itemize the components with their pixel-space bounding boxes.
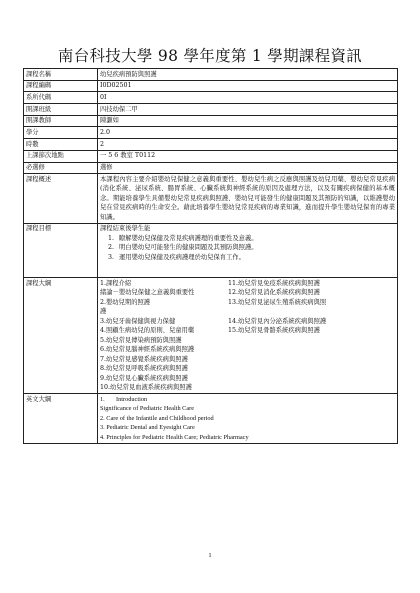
goals-intro: 課程結束後學生能 <box>100 225 151 233</box>
table-row <box>24 104 398 116</box>
overview-cell <box>98 174 398 224</box>
page-number: 1 <box>208 552 212 559</box>
teacher-value: 陳灝如 <box>98 115 398 127</box>
english-outline-cell <box>98 394 398 444</box>
overview-text: 本課程內容主要介紹嬰幼兒保健之意義與重要性、嬰幼兒生病之反應與照護及幼兒用藥、嬰幼兒常見疾病(消化系統、泌尿系統、腸胃系統、心臟系統與神經系統的原因及處理方法，以及有關疾病保健的基本概念。期能培養學生具備嬰幼兒常見疾病與照護、嬰幼兒可能發生的健康問題及其預防的知識，以維護嬰幼兒在常見疾病時的生命安全。藉此培養學生嬰幼兒常見疾病的專業知識，進而提升學生嬰幼兒保育的專業知識。 <box>100 175 395 221</box>
goals-cell <box>98 223 398 277</box>
outline-line <box>100 288 395 298</box>
required-label: 必選修 <box>24 162 98 174</box>
outline-item: 14.幼兒常見內分泌系統疾病與照護 <box>228 317 327 325</box>
hours-label: 時數 <box>24 139 98 151</box>
outline-item: 7.幼兒常見感覺系統疾病與照護 <box>100 355 188 363</box>
table-row <box>24 80 398 92</box>
english-outline-text: Introduction <box>116 395 148 403</box>
english-outline-line: 2. Care of the Infantile and Childhood period <box>100 414 214 422</box>
course-info-table <box>23 68 398 444</box>
outline-item: 1.課程介紹 <box>100 279 132 287</box>
english-outline-number: 1. <box>100 395 105 403</box>
page-title: 南台科技大學 98 學年度第 1 學期課程資訊 <box>57 47 363 65</box>
list-item: 1. 瞭解嬰幼兒保健及常見疾病護理的重要性及意義。 <box>116 234 395 244</box>
outline-line <box>100 326 395 336</box>
english-outline-line <box>100 395 395 405</box>
dept-code-label: 系所代碼 <box>24 92 98 104</box>
outline-item: 緒論－嬰幼兒保健之意義與重要性 <box>100 289 195 297</box>
outline-item: 4.照顧生病幼兒的原則、兒童用藥 <box>100 327 195 335</box>
outline-item: 3.幼兒牙齒保健與視力保健 <box>100 317 176 325</box>
dept-code-value: 0I <box>98 92 398 104</box>
english-outline-line: Significance of Pediatric Health Care <box>100 405 195 413</box>
table-row <box>24 139 398 151</box>
outline-item: 12.幼兒常見消化系統疾病與照護 <box>228 289 320 297</box>
schedule-label: 上課節次地點 <box>24 150 98 162</box>
table-row <box>24 127 398 139</box>
credits-value: 2.0 <box>98 127 398 139</box>
list-item: 2. 明白嬰幼兒可能發生的健康問題及其預防與照護。 <box>116 243 395 253</box>
course-name-label: 課程名稱 <box>24 69 98 81</box>
outline-item: 10.幼兒常見血液系統疾病與照護 <box>100 384 192 392</box>
english-outline-line: 4. Principles for Pediatric Health Care; Pediatric Pharmacy <box>100 433 249 441</box>
table-row <box>24 223 398 277</box>
credits-label: 學分 <box>24 127 98 139</box>
table-row <box>24 115 398 127</box>
outline-item: 2.嬰幼兒期的照護 <box>100 298 151 306</box>
hours-value: 2 <box>98 139 398 151</box>
list-item: 3. 運用嬰幼兒保健及疾病護理於幼兒保育工作。 <box>116 253 395 263</box>
goals-label: 課程目標 <box>24 223 98 277</box>
course-code-label: 課程編碼 <box>24 80 98 92</box>
table-row <box>24 162 398 174</box>
course-code-value: I0D02501 <box>98 80 398 92</box>
outline-line <box>100 279 395 289</box>
teacher-label: 開課教師 <box>24 115 98 127</box>
table-row <box>24 69 398 81</box>
outline-item: 9.幼兒常見心臟系統疾病與照護 <box>100 374 188 382</box>
outline-cell <box>98 278 398 394</box>
english-outline-label: 英文大綱 <box>24 394 98 444</box>
outline-item: 8.幼兒常見呼吸系統疾病與照護 <box>100 365 188 373</box>
outline-item: 15.幼兒常見骨骼系統疾病與照護 <box>228 327 320 335</box>
course-name-value: 幼兒疾病預防與照護 <box>98 69 398 81</box>
table-row <box>24 278 398 394</box>
outline-item: 13.幼兒常見泌尿生殖系統疾病與照 <box>228 298 327 306</box>
table-row <box>24 150 398 162</box>
class-value: 四技幼保二甲 <box>98 104 398 116</box>
outline-label: 課程大綱 <box>24 278 98 394</box>
outline-item: 6.幼兒常見腦神經系統疾病與照護 <box>100 346 195 354</box>
table-row <box>24 394 398 444</box>
outline-item: 5.幼兒常見傳染病預防與照護 <box>100 336 182 344</box>
schedule-value: 一 5 6 教室 T0112 <box>98 150 398 162</box>
table-row <box>24 92 398 104</box>
outline-wrap-text: 護 <box>100 308 107 316</box>
table-row <box>24 174 398 224</box>
outline-line <box>100 298 395 308</box>
english-outline-line: 3. Pediatric Dental and Eyesight Care <box>100 424 195 432</box>
overview-label: 課程概述 <box>24 174 98 224</box>
outline-line <box>100 317 395 327</box>
required-value: 選修 <box>98 162 398 174</box>
goals-list <box>100 234 395 263</box>
outline-item: 11.幼兒常見免疫系統疾病與照護 <box>228 279 320 287</box>
class-label: 開課班級 <box>24 104 98 116</box>
